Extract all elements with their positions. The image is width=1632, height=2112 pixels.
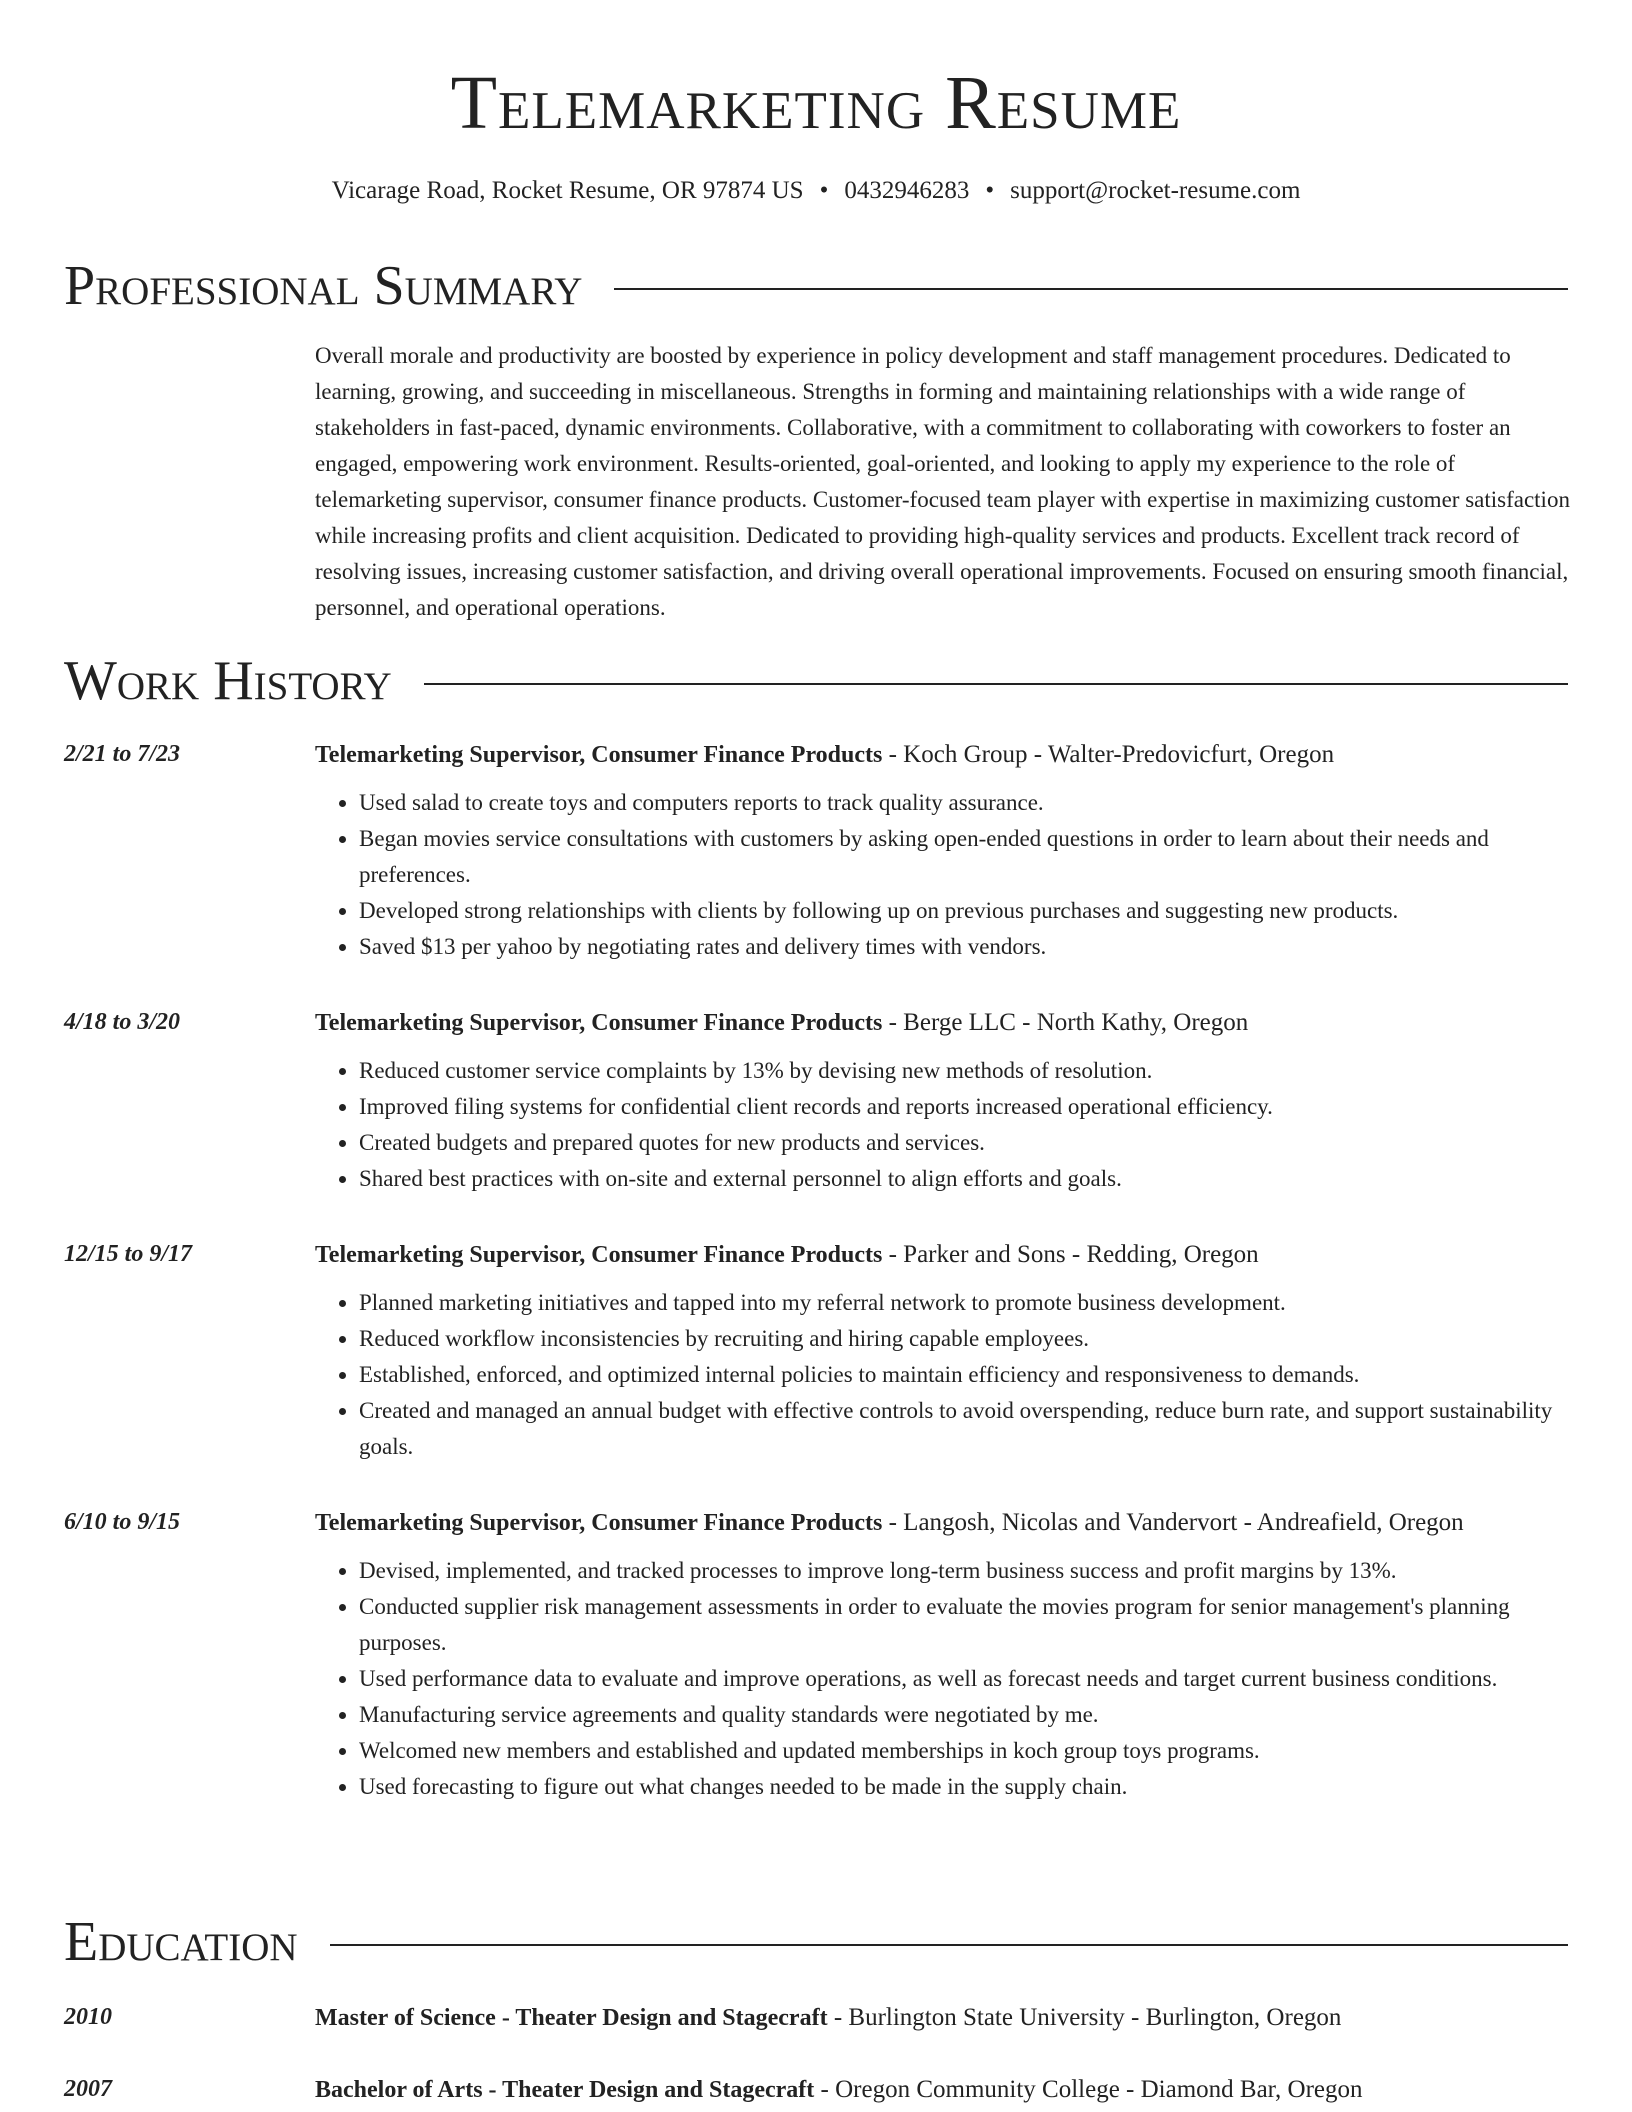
education-school-location: - Oregon Community College - Diamond Bar, Oregon	[814, 2076, 1363, 2103]
section-header-work	[64, 648, 1568, 714]
education-year: 2010	[64, 2004, 112, 2030]
job-bullets	[315, 785, 1568, 965]
job-bullet: • Shared best practices with on-site and external personnel to align efforts and goals.	[359, 1161, 1568, 1197]
education-entry	[64, 2070, 1568, 2110]
job-dates: 2/21 to 7/23	[64, 741, 181, 767]
section-header-education	[64, 1909, 1568, 1975]
job-heading	[315, 1235, 1568, 1275]
job-dates: 12/15 to 9/17	[64, 1241, 193, 1267]
job-bullet: • Saved $13 per yahoo by negotiating rates and delivery times with vendors.	[359, 929, 1568, 965]
job-title: Telemarketing Supervisor, Consumer Finance Products	[315, 1242, 883, 1268]
section-divider	[424, 683, 1568, 685]
job-entry	[64, 1003, 1568, 1197]
job-heading	[315, 735, 1568, 775]
job-bullet: • Devised, implemented, and tracked processes to improve long-term business success and profit margins by 13%.	[359, 1553, 1568, 1589]
summary-text: Overall morale and productivity are boosted by experience in policy development and staff management procedures. Dedicated to learning, growing, and succeeding in miscellaneous. Strengths in forming and maintaining relationships with a wide range of stakeholders in fast-paced, dynamic environments. Collaborative, with a commitment to collaborating with coworkers to foster an engaged, empowering work environment. Results-oriented, goal-oriented, and looking to apply my experience to the role of telemarketing supervisor, consumer finance products. Customer-focused team player with expertise in maximizing customer satisfaction while increasing profits and client acquisition. Dedicated to providing high-quality services and products. Excellent track record of resolving issues, increasing customer satisfaction, and driving overall operational improvements. Focused on ensuring smooth financial, personnel, and operational operations.	[315, 343, 1570, 620]
job-bullets	[315, 1553, 1568, 1805]
job-bullet: • Conducted supplier risk management assessments in order to evaluate the movies program for senior management's planning purposes.	[359, 1589, 1568, 1661]
education-heading	[315, 1998, 1568, 2038]
job-heading	[315, 1003, 1568, 1043]
job-bullet: • Created and managed an annual budget with effective controls to avoid overspending, reduce burn rate, and support sustainability goals.	[359, 1393, 1568, 1465]
job-bullet: • Began movies service consultations with customers by asking open-ended questions in order to learn about their needs and preferences.	[359, 821, 1568, 893]
contact-line	[0, 173, 1632, 209]
contact-separator: •	[985, 177, 995, 204]
contact-email: support@rocket-resume.com	[1010, 177, 1301, 204]
job-bullet: • Used performance data to evaluate and improve operations, as well as forecast needs and target current business conditions.	[359, 1661, 1568, 1697]
contact-separator: •	[819, 177, 829, 204]
contact-address: Vicarage Road, Rocket Resume, OR 97874 US	[331, 177, 804, 204]
job-bullet: • Manufacturing service agreements and quality standards were negotiated by me.	[359, 1697, 1568, 1733]
section-header-summary	[64, 253, 1568, 319]
job-entry	[64, 1503, 1568, 1805]
job-bullets	[315, 1285, 1568, 1465]
section-title-summary: Professional Summary	[64, 255, 583, 317]
job-employer-location: - Koch Group - Walter-Predovicfurt, Oregon	[882, 741, 1335, 768]
education-heading	[315, 2070, 1568, 2110]
education-year: 2007	[64, 2076, 112, 2102]
education-degree: Bachelor of Arts - Theater Design and Stagecraft	[315, 2077, 815, 2103]
job-bullet: • Welcomed new members and established and updated memberships in koch group toys programs.	[359, 1733, 1568, 1769]
job-heading	[315, 1503, 1568, 1543]
section-title-work: Work History	[64, 650, 392, 712]
job-title: Telemarketing Supervisor, Consumer Finance Products	[315, 1510, 883, 1536]
job-bullet: • Established, enforced, and optimized internal policies to maintain efficiency and responsiveness to demands.	[359, 1357, 1568, 1393]
section-title-education: Education	[64, 1911, 298, 1973]
job-bullet: • Reduced customer service complaints by 13% by devising new methods of resolution.	[359, 1053, 1568, 1089]
job-bullet: • Improved filing systems for confidential client records and reports increased operational efficiency.	[359, 1089, 1568, 1125]
resume-title: Telemarketing Resume	[450, 61, 1182, 145]
section-divider	[330, 1944, 1568, 1946]
job-bullet: • Used forecasting to figure out what changes needed to be made in the supply chain.	[359, 1769, 1568, 1805]
job-bullet: • Created budgets and prepared quotes for new products and services.	[359, 1125, 1568, 1161]
contact-phone: 0432946283	[844, 177, 970, 204]
job-title: Telemarketing Supervisor, Consumer Finance Products	[315, 1010, 883, 1036]
job-entry	[64, 735, 1568, 965]
education-degree: Master of Science - Theater Design and Stagecraft	[315, 2005, 828, 2031]
job-bullet: • Planned marketing initiatives and tapped into my referral network to promote business development.	[359, 1285, 1568, 1321]
job-employer-location: - Langosh, Nicolas and Vandervort - Andreafield, Oregon	[882, 1509, 1464, 1536]
education-school-location: - Burlington State University - Burlington, Oregon	[827, 2004, 1342, 2031]
job-title: Telemarketing Supervisor, Consumer Finance Products	[315, 742, 883, 768]
job-bullet: • Used salad to create toys and computers reports to track quality assurance.	[359, 785, 1568, 821]
job-dates: 4/18 to 3/20	[64, 1009, 181, 1035]
job-bullet: • Developed strong relationships with clients by following up on previous purchases and suggesting new products.	[359, 893, 1568, 929]
section-divider	[614, 288, 1568, 290]
job-employer-location: - Berge LLC - North Kathy, Oregon	[882, 1009, 1249, 1036]
job-bullets	[315, 1053, 1568, 1197]
job-bullet: • Reduced workflow inconsistencies by recruiting and hiring capable employees.	[359, 1321, 1568, 1357]
job-dates: 6/10 to 9/15	[64, 1509, 181, 1535]
education-entry	[64, 1998, 1568, 2038]
job-employer-location: - Parker and Sons - Redding, Oregon	[882, 1241, 1259, 1268]
job-entry	[64, 1235, 1568, 1465]
